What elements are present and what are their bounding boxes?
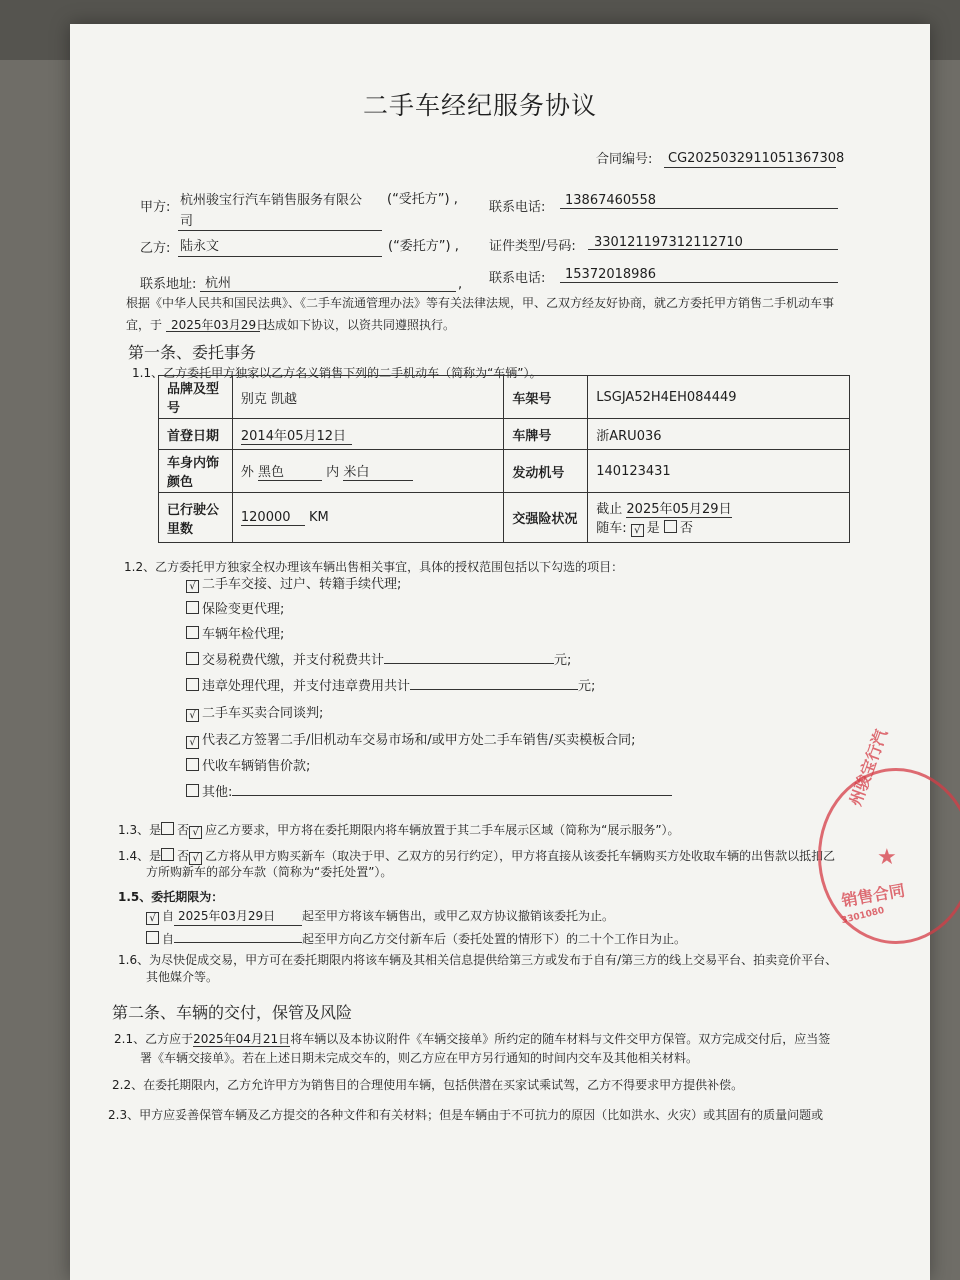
preamble-line2-pre: 宜，于 <box>126 318 163 332</box>
no-checkbox[interactable] <box>664 520 677 533</box>
clause-2-3: 2.3、甲方应妥善保管车辆及乙方提交的各种文件和有关材料；但是车辆由于不可抗力的原因（比如洪水、火灾）或其固有的质量问题或 <box>108 1108 824 1122</box>
party-a-name: 杭州骏宝行汽车销售服务有限公 <box>180 193 363 208</box>
clause-text-pre: 2.1、乙方应于 <box>114 1032 194 1046</box>
option-checkbox[interactable] <box>186 626 199 639</box>
mileage-unit: KM <box>309 509 329 525</box>
with-car-no: 否 <box>679 521 693 536</box>
no-checkbox-checked[interactable]: √ <box>189 852 202 865</box>
clause-1-2: 1.2、乙方委托甲方独家全权办理该车辆出售相关事宜，具体的授权范围包括以下勾选的项目： <box>124 560 624 574</box>
option-text: 违章处理代理，并支付违章费用共计 <box>202 679 411 694</box>
no-text: 否 <box>177 849 190 863</box>
engine-value: 140123431 <box>588 450 850 493</box>
option-suffix: 元; <box>578 679 596 694</box>
no-checkbox-checked[interactable]: √ <box>189 826 202 839</box>
ins-until-value: 2025年05月29日 <box>626 502 732 517</box>
clause-2-1-line2: 署《车辆交接单》。若在上述日期未完成交车的，则乙方应在甲方另行通知的时间内交车及其他相关材料。 <box>140 1051 699 1065</box>
option-text: 保险变更代理; <box>202 602 285 617</box>
option-4 <box>186 652 571 670</box>
party-b-underline <box>178 256 382 257</box>
mileage-value: 120000 <box>241 510 305 526</box>
preamble-line2-post: 达成如下协议，以资共同遵照执行。 <box>263 318 456 332</box>
yes-checkbox[interactable] <box>161 848 174 861</box>
party-b-role: (“委托方”) , <box>388 239 459 254</box>
option-2 <box>186 601 284 619</box>
ins-until-label: 截止 <box>596 502 623 517</box>
option-text: 车辆年检代理; <box>202 627 285 642</box>
reg-date-value: 2014年05月12日 <box>241 429 352 445</box>
preamble-line1: 根据《中华人民共和国民法典》、《二手车流通管理办法》等有关法律法规，甲、乙双方经友好协商，就乙方委托甲方销售二手机动车事 <box>126 296 835 310</box>
seal-text-bottom: 销售合同 <box>840 880 907 911</box>
color-in-value: 米白 <box>343 461 413 481</box>
party-a-underline <box>178 230 382 231</box>
mileage-cell <box>232 493 504 543</box>
party-b-id: 330121197312112710 <box>594 235 743 250</box>
clause-1-1: 1.1、乙方委托甲方独家以乙方名义销售下列的二手机动车（简称为“车辆”）。 <box>132 366 542 380</box>
no-text: 否 <box>177 823 190 837</box>
party-a-name-line2: 司 <box>180 214 194 229</box>
preamble-date-underline <box>166 331 260 332</box>
party-a-phone: 13867460558 <box>565 193 656 208</box>
seal-code: 3301080 <box>840 905 886 927</box>
preamble-date: 2025年03月29日 <box>171 318 269 332</box>
party-a-phone-underline <box>560 208 838 209</box>
clause-2-1 <box>114 1030 830 1048</box>
term-option-1 <box>146 907 614 926</box>
yes-checkbox-checked[interactable]: √ <box>631 524 644 537</box>
clause-text-post: 将车辆以及本协议附件《车辆交接单》所约定的随车材料与文件交甲方保管。双方完成交付后，应当签 <box>290 1032 831 1046</box>
party-b-id-label: 证件类型/号码: <box>489 239 576 254</box>
with-car-label: 随车: <box>596 521 627 536</box>
insurance-label: 交强险状况 <box>504 493 588 543</box>
clause-date: 2025年04月21日 <box>193 1032 291 1046</box>
term-checkbox[interactable] <box>146 931 159 944</box>
option-checkbox[interactable] <box>186 678 199 691</box>
reg-date-label: 首登日期 <box>159 419 233 450</box>
party-b-label: 乙方: <box>140 241 171 256</box>
vin-value: LSGJA52H4EH084449 <box>588 376 850 419</box>
contract-number-underline <box>664 167 836 168</box>
company-seal <box>818 726 960 944</box>
option-1 <box>186 576 401 594</box>
yes-checkbox[interactable] <box>161 822 174 835</box>
reg-date-cell <box>232 419 504 450</box>
term-blank[interactable] <box>174 942 302 943</box>
address-value: 杭州 <box>205 276 232 291</box>
section2-heading: 第二条、车辆的交付，保管及风险 <box>112 1003 353 1022</box>
party-a-phone-label: 联系电话: <box>489 200 546 215</box>
color-cell <box>232 450 504 493</box>
seal-star-icon: ★ <box>877 845 897 870</box>
option-8 <box>186 758 310 776</box>
section1-heading: 第一条、委托事务 <box>128 343 257 362</box>
color-out-label: 外 <box>240 465 254 480</box>
clause-text: 乙方将从甲方购买新车（取决于甲、乙双方的另行约定），甲方将直接从该委托车辆购买方处收取车辆的出售款以抵扣乙 <box>205 849 836 863</box>
clause-1-4-line2: 方所购新车的部分车款（简称为“委托处置”）。 <box>146 865 393 879</box>
option-blank[interactable] <box>410 689 578 690</box>
option-text: 代表乙方签署二手/旧机动车交易市场和/或甲方处二手车销售/买卖模板合同; <box>202 733 636 748</box>
contract-number-label: 合同编号: <box>596 152 653 167</box>
clause-1-6: 1.6、为尽快促成交易，甲方可在委托期限内将该车辆及其相关信息提供给第三方或发布于自有/第三方的线上交易平台、拍卖竞价平台、 <box>118 953 838 967</box>
option-text: 代收车辆销售价款; <box>202 759 311 774</box>
option-text: 交易税费代缴，并支付税费共计 <box>202 653 385 668</box>
clause-1-6-line2: 其他媒介等。 <box>146 970 219 984</box>
vin-label: 车架号 <box>504 376 588 419</box>
option-text: 二手车交接、过户、转籍手续代理; <box>202 577 402 592</box>
party-b-phone: 15372018986 <box>565 267 656 282</box>
party-a-role: (“受托方”) , <box>387 192 458 207</box>
mileage-label: 已行驶公里数 <box>159 493 233 543</box>
contract-number: CG2025032911051367308 <box>668 151 845 166</box>
option-checkbox[interactable] <box>186 652 199 665</box>
option-9 <box>186 784 672 802</box>
yes-text: 是 <box>149 823 162 837</box>
option-3 <box>186 626 284 644</box>
clause-1-3 <box>118 821 680 839</box>
party-b-name: 陆永文 <box>180 239 220 254</box>
term-date: 2025年03月29日 <box>174 907 302 926</box>
term-from: 自 <box>162 932 175 946</box>
term-from: 自 <box>162 909 175 923</box>
yes-text: 是 <box>149 849 162 863</box>
brand-label: 品牌及型号 <box>159 376 233 419</box>
option-suffix: 元; <box>554 653 572 668</box>
clause-1-5-title: 1.5、委托期限为： <box>118 890 224 904</box>
address-suffix: , <box>458 277 463 292</box>
color-out-value: 黑色 <box>258 461 322 481</box>
term-option-2 <box>146 930 686 948</box>
clause-text: 应乙方要求，甲方将在委托期限内将车辆放置于其二手车展示区域（简称为“展示服务”）。 <box>205 823 680 837</box>
address-underline <box>200 291 456 292</box>
party-b-id-underline <box>588 249 838 250</box>
option-6 <box>186 705 323 723</box>
clause-num: 1.4、 <box>118 849 150 863</box>
option-checkbox[interactable] <box>186 758 199 771</box>
term-checkbox-checked[interactable]: √ <box>146 912 159 925</box>
plate-label: 车牌号 <box>504 419 588 450</box>
option-checkbox[interactable]: √ <box>186 709 199 722</box>
option-checkbox[interactable]: √ <box>186 580 199 593</box>
option-checkbox[interactable] <box>186 784 199 797</box>
option-blank[interactable] <box>232 795 672 796</box>
option-5 <box>186 678 595 696</box>
option-checkbox[interactable]: √ <box>186 736 199 749</box>
seal-text: 州骏宝行汽 <box>845 726 892 809</box>
option-blank[interactable] <box>384 663 554 664</box>
document-title: 二手车经纪服务协议 <box>362 91 597 120</box>
insurance-cell <box>588 493 850 543</box>
plate-value: 浙ARU036 <box>588 419 850 450</box>
brand-value: 别克 凯越 <box>232 376 504 419</box>
term-text: 起至甲方向乙方交付新车后（委托处置的情形下）的二十个工作日为止。 <box>302 932 687 946</box>
option-checkbox[interactable] <box>186 601 199 614</box>
party-a-label: 甲方: <box>140 200 171 215</box>
option-text: 其他: <box>202 785 233 800</box>
term-text: 起至甲方将该车辆售出，或甲乙双方协议撤销该委托为止。 <box>302 909 615 923</box>
clause-2-2: 2.2、在委托期限内，乙方允许甲方为销售目的合理使用车辆，包括供潜在买家试乘试驾，乙方不得要求甲方提供补偿。 <box>112 1078 744 1092</box>
with-car-yes: 是 <box>646 521 660 536</box>
party-b-phone-label: 联系电话: <box>489 271 546 286</box>
party-b-phone-underline <box>560 282 838 283</box>
engine-label: 发动机号 <box>504 450 588 493</box>
color-label: 车身内饰颜色 <box>159 450 233 493</box>
clause-num: 1.3、 <box>118 823 150 837</box>
option-7 <box>186 732 636 750</box>
color-in-label: 内 <box>326 465 340 480</box>
option-text: 二手车买卖合同谈判; <box>202 706 324 721</box>
address-label: 联系地址: <box>140 277 197 292</box>
vehicle-table <box>158 375 850 543</box>
